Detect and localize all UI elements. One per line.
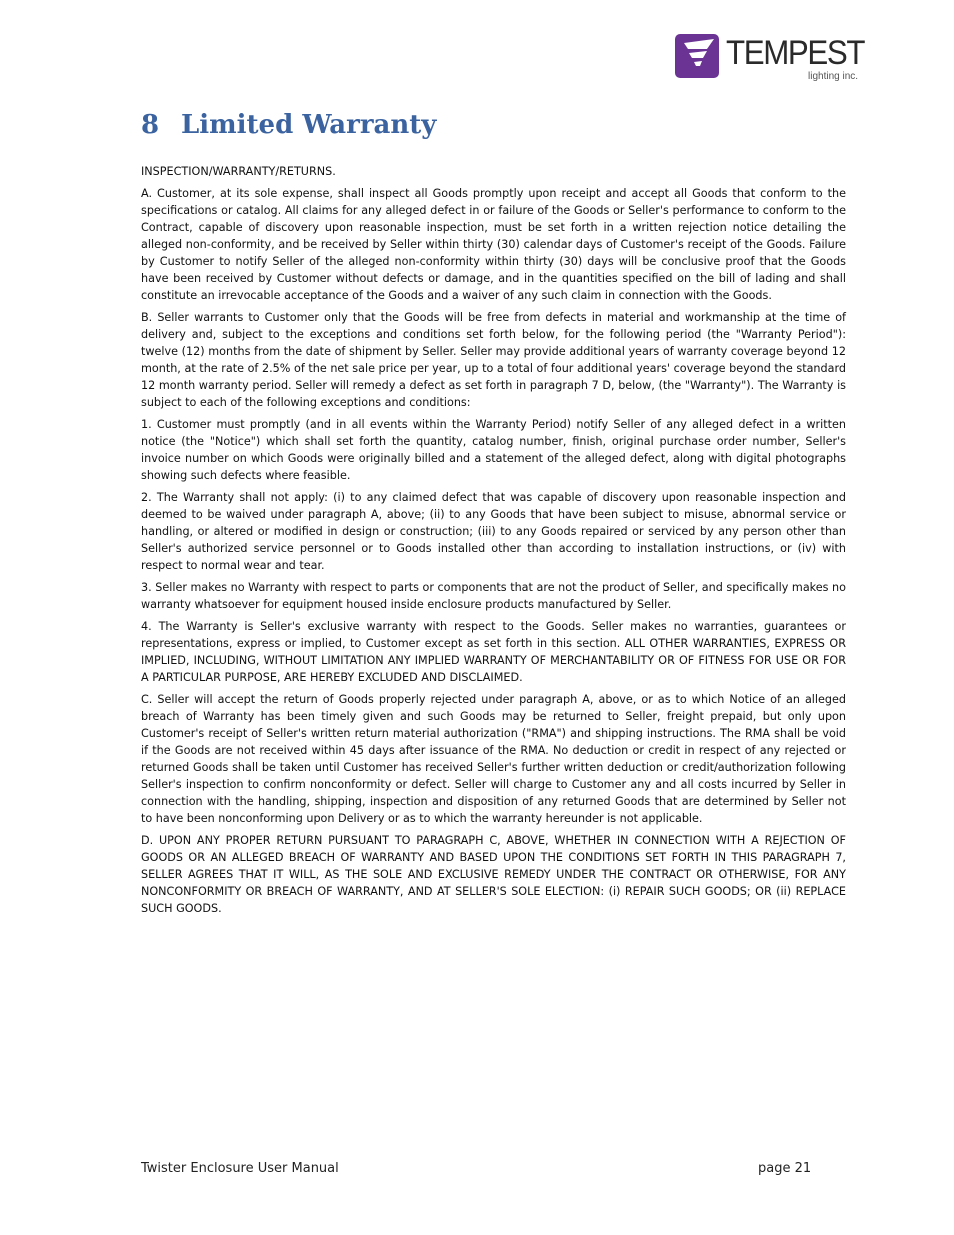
- footer-page-number: page 21: [758, 1161, 812, 1176]
- paragraph-3: 3. Seller makes no Warranty with respect to parts or components that are not the product of Seller, and specifically makes no warranty whatsoever for equipment housed inside enclosure products manufactured by Seller.: [141, 581, 846, 611]
- paragraph-a: A. Customer, at its sole expense, shall inspect all Goods promptly upon receipt and accept all Goods that conform to the specifications or catalog. All claims for any alleged defect in or failure of the Goods or Seller's performance to conform to the Contract, capable of discovery upon reasonable inspection, must be set forth in a written rejection notice detailing the alleged non-conformity, and be received by Seller within thirty (30) calendar days of Customer's receipt of the Goods. Failure by Customer to notify Seller of the alleged non-conformity within thirty (30) days will be conclusive proof that the Goods have been received by Customer without defects or damage, and in the quantities specified on the bill of lading and shall constitute an irrevocable acceptance of the Goods and a waiver of any such claim in connection with the Goods.: [141, 187, 846, 302]
- paragraph-d: D. UPON ANY PROPER RETURN PURSUANT TO PARAGRAPH C, ABOVE, WHETHER IN CONNECTION WITH A REJECTION OF GOODS OR AN ALLEGED BREACH OF WARRANTY AND BASED UPON THE CONDITIONS SET FORTH IN THIS PARAGRAPH 7, SELLER AGREES THAT IT WILL, AS THE SOLE AND EXCLUSIVE REMEDY UNDER THE CONTRACT OR OTHERWISE, FOR ANY NONCONFORMITY OR BREACH OF WARRANTY, AND AT SELLER'S SOLE ELECTION: (i) REPAIR SUCH GOODS; OR (ii) REPLACE SUCH GOODS.: [141, 834, 846, 915]
- paragraph-2: 2. The Warranty shall not apply: (i) to any claimed defect that was capable of discovery upon reasonable inspection and deemed to be waived under paragraph A, above; (ii) to any Goods that have been subject to misuse, abnormal service or handling, or altered or modified in design or construction; (iii) to any Goods repaired or serviced by any person other than Seller's authorized service personnel or to Goods installed other than according to installation instructions, or (iv) with respect to normal wear and tear.: [141, 491, 846, 572]
- paragraph-4: 4. The Warranty is Seller's exclusive warranty with respect to the Goods. Seller makes no warranties, guarantees or representations, express or implied, to Customer except as set forth in this section. ALL OTHER WARRANTIES, EXPRESS OR IMPLIED, INCLUDING, WITHOUT LIMITATION ANY IMPLIED WARRANTY OF MERCHANTABILITY OR OF FITNESS FOR USE OR FOR A PARTICULAR PURPOSE, ARE HEREBY EXCLUDED AND DISCLAIMED.: [141, 620, 846, 684]
- paragraph-1: 1. Customer must promptly (and in all events within the Warranty Period) notify Seller of any alleged defect in a written notice (the "Notice") which shall set forth the quantity, catalog number, finish, original purchase order number, Seller's invoice number on which Goods were originally billed and a statement of the alleged defect, along with digital photographs showing such defects where feasible.: [141, 418, 846, 482]
- paragraph-b: B. Seller warrants to Customer only that the Goods will be free from defects in material and workmanship at the time of delivery and, subject to the exceptions and conditions set forth below, for the following period (the "Warranty Period"): twelve (12) months from the date of shipment by Seller. Seller may provide additional years of warranty coverage beyond 12 month, at the rate of 2.5% of the net sale price per year, up to a total of four additional years' coverage beyond the standard 12 month warranty period. Seller will remedy a defect as set forth in paragraph 7 D, below, (the "Warranty"). The Warranty is subject to each of the following exceptions and conditions:: [141, 311, 846, 409]
- logo-subtitle: lighting inc.: [808, 71, 859, 82]
- section-title: Limited Warranty: [181, 110, 437, 140]
- tempest-logo: [674, 33, 866, 85]
- logo-wordmark: TEMPEST: [726, 34, 865, 72]
- paragraph-c: C. Seller will accept the return of Goods properly rejected under paragraph A, above, or as to which Notice of an alleged breach of Warranty has been timely given and such Goods may be returned to Seller, freight prepaid, but only upon Customer's receipt of Seller's written return material authorization ("RMA") and shipping instructions. The RMA shall be void if the Goods are not received within 45 days after issuance of the RMA. No deduction or credit in respect of any rejected or returned Goods shall be taken until Customer has received Seller's further written deduction or credit/authorization following Seller's inspection to confirm nonconformity or defect. Seller will charge to Customer any and all costs incurred by Seller in connection with the handling, shipping, inspection and disposition of any returned Goods that are determined by Seller not to have been nonconforming upon Delivery or as to which the warranty hereunder is not applicable.: [141, 693, 846, 825]
- paragraph-intro: INSPECTION/WARRANTY/RETURNS.: [141, 165, 336, 178]
- tempest-logo-icon: [674, 33, 720, 79]
- footer-manual-title: Twister Enclosure User Manual: [141, 1161, 339, 1176]
- warranty-body: [141, 163, 846, 922]
- section-number: 8: [141, 110, 160, 140]
- section-heading: [141, 108, 436, 142]
